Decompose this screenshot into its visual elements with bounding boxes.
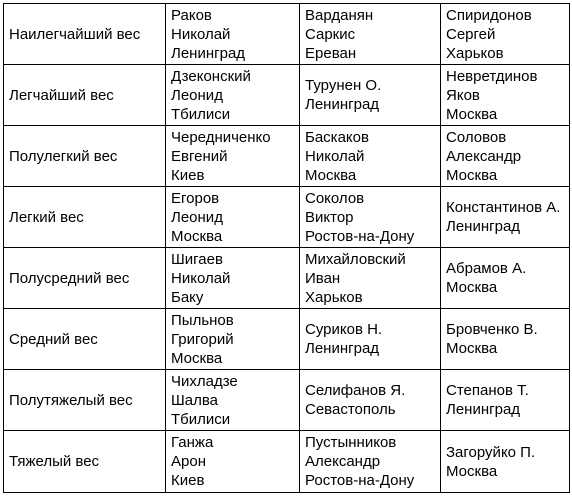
table-row — [4, 248, 570, 309]
athlete-cell — [166, 309, 300, 370]
athlete-first-name: Александр — [446, 147, 522, 165]
weight-class-table — [3, 3, 570, 493]
athlete-name: Константинов А. — [446, 199, 561, 216]
athlete-cell — [300, 309, 441, 370]
athlete-city: Ереван — [305, 44, 357, 62]
athlete-first-name: Григорий — [171, 330, 234, 348]
athlete-city: Ростов-на-Дону — [305, 227, 415, 245]
weight-category: Тяжелый вес — [4, 431, 166, 493]
athlete-cell — [441, 4, 570, 65]
athlete-cell — [300, 248, 441, 309]
athlete-name: Степанов Т. — [446, 382, 529, 399]
athlete-city: Москва — [171, 349, 223, 367]
athlete-city: Москва — [446, 340, 498, 357]
athlete-name: Дзеконский — [171, 67, 251, 85]
athlete-name: Турунен О. — [305, 77, 382, 94]
athlete-city: Москва — [446, 462, 498, 480]
athlete-name: Егоров — [171, 189, 220, 207]
weight-category: Наилегчайший вес — [4, 4, 166, 65]
athlete-city: Ленинград — [446, 218, 521, 235]
athlete-cell — [300, 431, 441, 493]
athlete-cell — [441, 248, 570, 309]
athlete-name: Варданян — [305, 6, 374, 24]
weight-category: Легкий вес — [4, 187, 166, 248]
athlete-name: Ганжа — [171, 434, 214, 451]
athlete-cell — [166, 187, 300, 248]
athlete-name: Чередниченко — [171, 128, 271, 146]
athlete-city: Москва — [446, 166, 498, 184]
athlete-city: Москва — [446, 279, 498, 296]
athlete-name: Селифанов Я. — [305, 382, 406, 399]
athlete-cell — [166, 248, 300, 309]
athlete-name: Михайловский — [305, 250, 406, 268]
athlete-cell — [441, 431, 570, 493]
athlete-cell — [441, 187, 570, 248]
athlete-cell — [300, 65, 441, 126]
athlete-cell — [166, 431, 300, 493]
athlete-city: Москва — [305, 166, 357, 184]
athlete-city: Ленинград — [305, 96, 380, 113]
athlete-cell — [441, 126, 570, 187]
weight-category: Полусредний вес — [4, 248, 166, 309]
athlete-name: Спиридонов — [446, 6, 532, 24]
athlete-city: Москва — [446, 105, 498, 123]
athlete-name: Шигаев — [171, 250, 223, 268]
table-row — [4, 431, 570, 493]
table-row — [4, 187, 570, 248]
athlete-cell — [441, 65, 570, 126]
table-row — [4, 126, 570, 187]
athlete-cell — [166, 65, 300, 126]
athlete-city: Москва — [171, 227, 223, 245]
athlete-name: Абрамов А. — [446, 260, 527, 277]
athlete-first-name: Яков — [446, 86, 480, 104]
athlete-city: Баку — [171, 288, 204, 306]
athlete-cell — [300, 370, 441, 431]
athlete-name: Загоруйко П. — [446, 443, 536, 461]
weight-category: Средний вес — [4, 309, 166, 370]
athlete-name: Пустынников — [305, 434, 397, 451]
athlete-first-name: Леонид — [171, 208, 223, 226]
athlete-city: Ростов-на-Дону — [305, 472, 415, 489]
athlete-first-name: Виктор — [305, 208, 354, 226]
athlete-first-name: Николай — [171, 25, 231, 43]
athlete-cell — [300, 126, 441, 187]
athlete-name: Бровченко В. — [446, 321, 538, 338]
table-row — [4, 65, 570, 126]
weight-category: Полутяжелый вес — [4, 370, 166, 431]
weight-category: Полулегкий вес — [4, 126, 166, 187]
table-row — [4, 4, 570, 65]
athlete-city: Ленинград — [171, 44, 246, 62]
athlete-city: Ленинград — [305, 340, 380, 357]
athlete-first-name: Сергей — [446, 25, 496, 43]
athlete-name: Раков — [171, 6, 212, 24]
athlete-city: Харьков — [305, 288, 363, 306]
athlete-name: Чихладзе — [171, 372, 238, 390]
athlete-first-name: Арон — [171, 453, 206, 470]
athlete-first-name: Евгений — [171, 147, 228, 165]
athlete-name: Пыльнов — [171, 311, 234, 329]
athlete-cell — [300, 187, 441, 248]
table-row — [4, 309, 570, 370]
athlete-name: Соколов — [305, 189, 365, 207]
athlete-city: Харьков — [446, 44, 504, 62]
table-row — [4, 370, 570, 431]
athlete-first-name: Николай — [171, 269, 231, 287]
table-body — [4, 4, 570, 493]
athlete-first-name: Леонид — [171, 86, 223, 104]
athlete-city: Киев — [171, 166, 205, 184]
athlete-first-name: Иван — [305, 269, 341, 287]
athlete-cell — [166, 370, 300, 431]
athlete-city: Киев — [171, 472, 205, 489]
athlete-first-name: Шалва — [171, 391, 218, 409]
athlete-city: Севастополь — [305, 401, 396, 418]
athlete-name: Баскаков — [305, 128, 369, 146]
athlete-name: Суриков Н. — [305, 321, 383, 338]
athlete-name: Соловов — [446, 128, 507, 146]
athlete-cell — [441, 309, 570, 370]
athlete-city: Тбилиси — [171, 410, 231, 428]
athlete-city: Тбилиси — [171, 105, 231, 123]
athlete-cell — [166, 4, 300, 65]
athlete-first-name: Саркис — [305, 25, 356, 43]
athlete-cell — [441, 370, 570, 431]
weight-category: Легчайший вес — [4, 65, 166, 126]
athlete-first-name: Александр — [305, 453, 381, 470]
athlete-name: Невретдинов — [446, 67, 538, 85]
athlete-cell — [166, 126, 300, 187]
athlete-cell — [300, 4, 441, 65]
athlete-city: Ленинград — [446, 401, 521, 418]
athlete-first-name: Николай — [305, 147, 365, 165]
